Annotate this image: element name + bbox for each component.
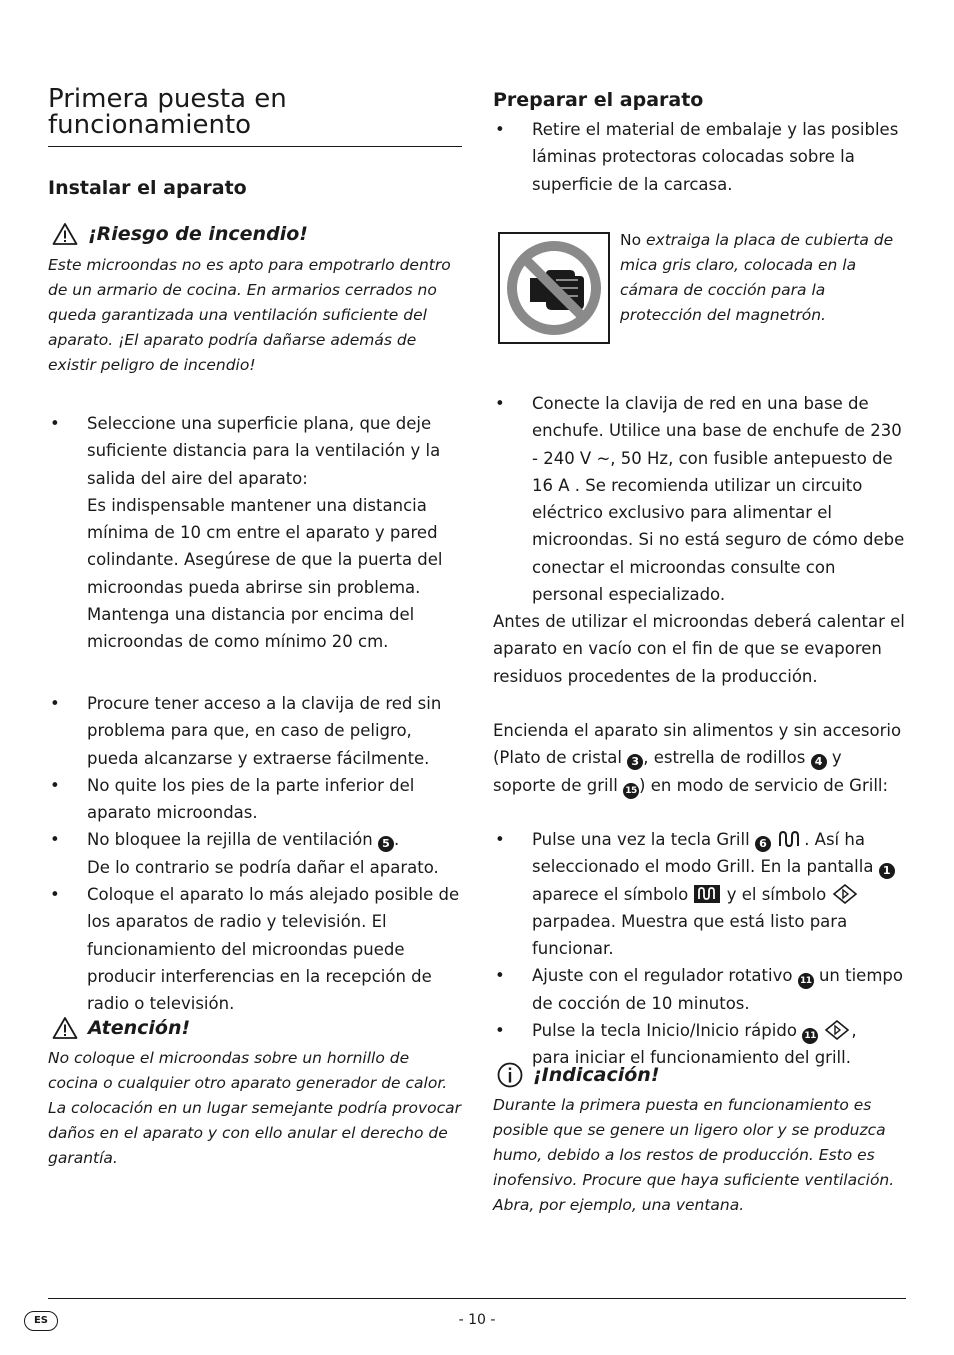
paragraph-text: Encienda el aparato sin alimentos y sin accesorio (Plato de cristal [493, 721, 902, 768]
title-divider [48, 146, 462, 147]
list-item [48, 410, 462, 656]
no-hand-warning-icon [498, 232, 610, 344]
paragraph-text: , estrella de rodillos [643, 748, 811, 768]
mica-note-text: extraiga la placa de cubierta de mica gris claro, colocada en la cámara de cocción para la protección del magnetrón. [620, 231, 894, 324]
list-item [48, 690, 462, 772]
ref-number-badge: 11 [802, 1028, 818, 1044]
list-item-text: . [393, 830, 400, 850]
list-item [493, 826, 907, 962]
paragraph-text: ) en modo de servicio de Grill: [639, 775, 889, 795]
list-item [493, 116, 907, 198]
fire-warning-title [52, 222, 308, 246]
page-number: - 10 - [458, 1312, 496, 1328]
fire-warning-text: Este microondas no es apto para empotrarlo dentro de un armario de cocina. En armarios cerrados no queda garantizada una ventilación suficiente del aparato. ¡El aparato podría dañarse además de existir peligro de incendio! [48, 256, 451, 374]
install-list-1 [48, 410, 462, 656]
grill-display-symbol-icon [693, 884, 721, 904]
note-title [497, 1062, 659, 1088]
note-text: Durante la primera puesta en funcionamiento es posible que se genere un ligero olor y se produzca humo, debido a los restos de producción. Esto es inofensivo. Procure que haya suficiente ventilación. Abra, por ejemplo, una ventana. [493, 1096, 895, 1214]
list-item-text: Conecte la clavija de red en una base de enchufe. Utilice una base de enchufe de 230 - 240 V ~, 50 Hz, con fusible antepuesto de 16 A . Se recomienda utilizar un circuito eléctrico exclusivo para alimentar el microondas. Si no está seguro de cómo debe conectar el microondas consulte con personal especializado. [532, 394, 905, 605]
list-item [48, 772, 462, 827]
attention-title [52, 1016, 190, 1040]
start-diamond-icon [823, 1020, 851, 1040]
note-title-text: ¡Indicación! [533, 1064, 660, 1086]
prepare-list-2 [493, 390, 907, 608]
footer-divider [48, 1298, 906, 1299]
attention-title-text: Atención! [88, 1017, 191, 1039]
list-item-text: No bloquee la rejilla de ventilación [87, 830, 378, 850]
list-item-text: Procure tener acceso a la clavija de red sin problema para que, en caso de peligro, pueda alcanzarse y extraerse fácilmente. [87, 694, 442, 768]
list-item-text: Ajuste con el regulador rotativo [532, 966, 798, 986]
attention-text [48, 1046, 462, 1171]
list-item [48, 826, 462, 881]
list-item-text: aparece el símbolo [532, 884, 694, 904]
ref-number-badge: 3 [627, 754, 643, 770]
list-item-text: un tiempo de cocción de 10 minutos. [532, 966, 903, 1013]
list-item-text: Mantenga una distancia por encima del microondas de como mínimo 20 cm. [87, 605, 415, 652]
list-item-text: . Así ha seleccionado el modo Grill. En la pantalla [532, 830, 879, 877]
list-item-text: • Seleccione una superficie plana, que deje suficiente distancia para la ventilación y la salida del aire del aparato: [87, 414, 441, 488]
page-title-line2: funcionamiento [48, 110, 252, 140]
paragraph-text: y soporte de grill [493, 748, 842, 795]
warning-triangle-icon [52, 222, 78, 246]
info-icon [497, 1062, 523, 1088]
section-heading-prepare: Preparar el aparato [493, 89, 704, 111]
ref-number-badge: 1 [879, 863, 895, 879]
language-badge: ES [24, 1311, 58, 1331]
list-item-text: Pulse la tecla Inicio/Inicio rápido [532, 1021, 803, 1041]
ref-number-badge: 11 [798, 973, 814, 989]
grill-steps-list [493, 826, 907, 1072]
list-item [493, 962, 907, 1017]
grill-icon [776, 829, 804, 849]
page-title [48, 86, 462, 138]
list-item [48, 881, 462, 1017]
empty-run-paragraph [493, 717, 907, 799]
section-heading-install: Instalar el aparato [48, 177, 247, 199]
list-item-text: Pulse una vez la tecla Grill [532, 830, 755, 849]
warning-triangle-icon [52, 1016, 78, 1040]
list-item-text: para iniciar el funcionamiento del grill. [532, 1048, 851, 1068]
list-item-text: Coloque el aparato lo más alejado posible de los aparatos de radio y televisión. El funcionamiento del microondas puede producir interferencias en la recepción de radio o televisión. [87, 885, 460, 1014]
mica-note [620, 228, 907, 328]
list-item-text: Retire el material de embalaje y las posibles láminas protectoras colocadas sobre la superficie de la carcasa. [532, 120, 899, 194]
preheat-paragraph: Antes de utilizar el microondas deberá calentar el aparato en vacío con el fin de que se evaporen residuos procedentes de la producción. [493, 612, 905, 686]
list-item-text: y el símbolo [721, 884, 832, 904]
attention-paragraph: La colocación en un lugar semejante podría provocar daños en el aparato y con ello anular el derecho de garantía. [48, 1099, 461, 1167]
attention-paragraph: No coloque el microondas sobre un hornillo de cocina o cualquier otro aparato generador de calor. [48, 1049, 448, 1092]
list-item-text: Es indispensable mantener una distancia mínima de 10 cm entre el aparato y pared colindante. Asegúrese de que la puerta del microondas pueda abrirse sin problema. [87, 495, 443, 597]
ref-number-badge: 5 [378, 836, 394, 852]
install-list-2 [48, 690, 462, 1018]
ref-number-badge: 6 [755, 836, 771, 852]
prepare-list-1 [493, 116, 907, 198]
ref-number-badge: 4 [811, 754, 827, 770]
list-item-text: parpadea. Muestra que está listo para funcionar. [532, 911, 848, 959]
page-title-line1: Primera puesta en [48, 84, 287, 114]
list-item-text: No quite los pies de la parte inferior del aparato microondas. [87, 775, 415, 823]
list-item [493, 390, 907, 608]
start-diamond-icon [831, 884, 859, 904]
list-item-text: De lo contrario se podría dañar el aparato. [87, 857, 439, 877]
fire-warning-title-text: ¡Riesgo de incendio! [88, 223, 308, 245]
ref-number-badge: 15 [623, 783, 639, 799]
list-item-text: , [851, 1021, 857, 1041]
mica-note-emphasis: No [620, 231, 642, 249]
